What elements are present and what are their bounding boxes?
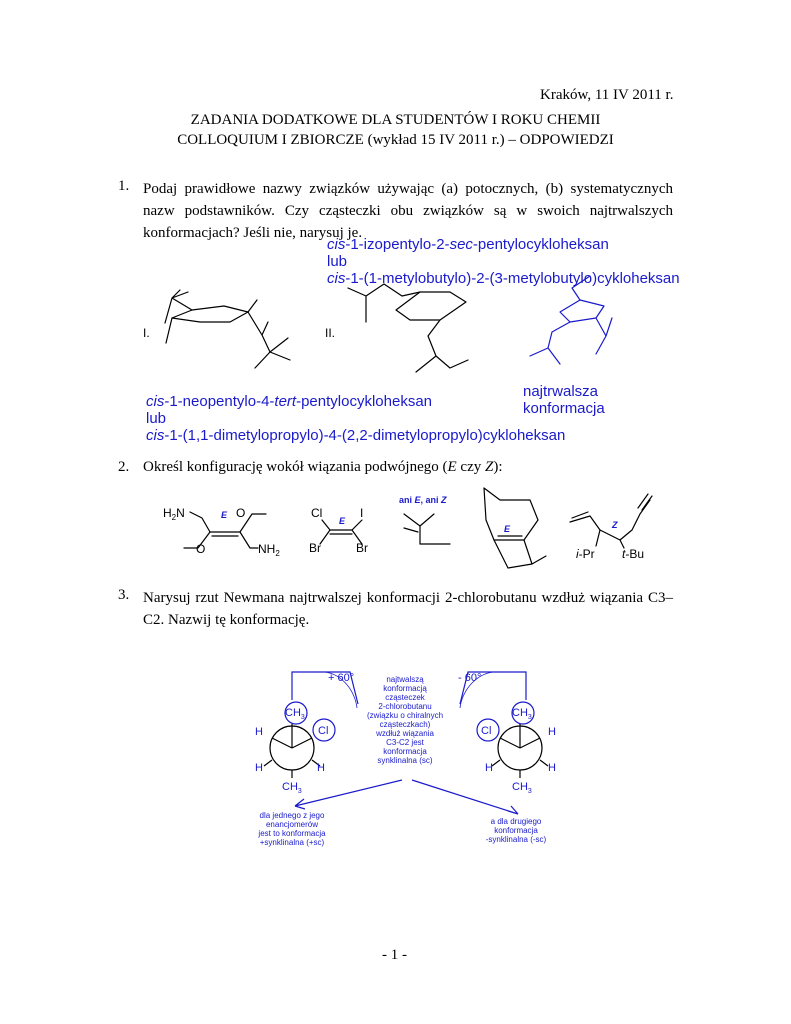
newman-r-h3: H [548,762,556,774]
q2-m1-o-top: O [236,506,246,520]
q2-molecule-3 [404,514,450,544]
document-title-line1: ZADANIA DODATKOWE DLA STUDENTÓW I ROKU CHEMII [190,112,601,128]
q2-m2-conf: E [339,516,346,526]
newman-r-ch3-top: $CH_3$ [512,707,532,721]
date-line: Kraków, 11 IV 2011 r. [540,87,674,103]
page-number: - 1 - [382,947,407,963]
q2-m2-cl: Cl [311,506,323,520]
newman-l-h2: H [255,762,263,774]
document-title-line2: COLLOQUIUM I ZBIORCZE (wykład 15 IV 2011 r.) – ODPOWIEDZI [177,132,614,148]
q3-number: 3. [118,587,130,603]
q2-m5-tbu: t-Bu [622,547,645,561]
molecule-I [165,290,290,368]
q2-m1-nh2: $NH_2$ [258,542,280,558]
newman-r-h2: H [485,762,493,774]
q2-m1-h2n: $H_2N$ [163,506,185,522]
q1-name-I: cis-1-neopentylo-4-tert-pentylocykloheksan lub cis-1-(1,1-dimetylopropylo)-4-(2,2-dimetylopropylo)cykloheksan [146,393,566,444]
molecule-II [348,284,468,372]
q3-text: Narysuj rzut Newmana najtrwalszej konformacji 2-chlorobutanu wzdłuż wiązania C3–C2. Nazwij tę konformację. [143,590,673,628]
center-note: najtwalszą konformacją cząsteczek 2-chlorobutanu (związku o chiralnych cząsteczkach) wzdłuż wiązania C3-C2 jest konformacja synklinalna (sc) [366,675,444,765]
q2-molecule-5 [570,494,652,548]
molecule-II-stable [530,276,612,364]
label-II: II. [325,326,336,340]
stable-conformation-label: najtrwalsza konformacja [523,383,605,417]
newman-r-ch3-bot: $CH_3$ [512,781,532,795]
newman-r-cl: Cl [481,725,492,737]
q2-molecule-4 [484,488,546,568]
newman-r-h1: H [548,726,556,738]
newman-l-ch3-bot: $CH_3$ [282,781,302,795]
q2-number: 2. [118,459,130,475]
right-note: a dla drugiego konformacja -synklinalna (-sc) [485,817,547,844]
q2-m1-conf: E [221,510,228,520]
q1-name-II: cis-1-izopentylo-2-sec-pentylocykloheksan lub cis-1-(1-metylobutylo)-2-(3-metylobutylo)cykloheksan [327,236,680,287]
q2-m5-conf: Z [612,520,618,530]
q2-m4-conf: E [504,524,511,534]
q1-text: Podaj prawidłowe nazwy związków używając (a) potocznych, (b) systematycznych nazw podstawników. Czy cząsteczki obu związków są w swoich najtrwalszych konformacjach? Jeśli nie, narysuj je. [143,181,673,241]
left-note: dla jednego z jego enancjomerów jest to konformacja +synklinalna (+sc) [258,811,326,847]
angle-left: + 60° [328,672,355,684]
q2-m2-i: I [360,506,364,520]
q2-m2-br2: Br [356,541,368,555]
q2-m1-o-bot: O [196,542,206,556]
newman-l-h3: H [317,762,325,774]
angle-right: - 60° [458,672,482,684]
newman-l-cl: Cl [318,725,329,737]
q2-text: Określ konfigurację wokół wiązania podwójnego (E czy Z): [143,459,503,475]
label-I: I. [143,326,150,340]
newman-l-h1: H [255,726,263,738]
newman-l-ch3-top: $CH_3$ [285,707,305,721]
q2-m3-conf: ani E, ani Z [399,495,447,505]
q2-m5-ipr: i-Pr [576,547,595,561]
q2-m2-br1: Br [309,541,321,555]
q1-number: 1. [118,178,130,194]
